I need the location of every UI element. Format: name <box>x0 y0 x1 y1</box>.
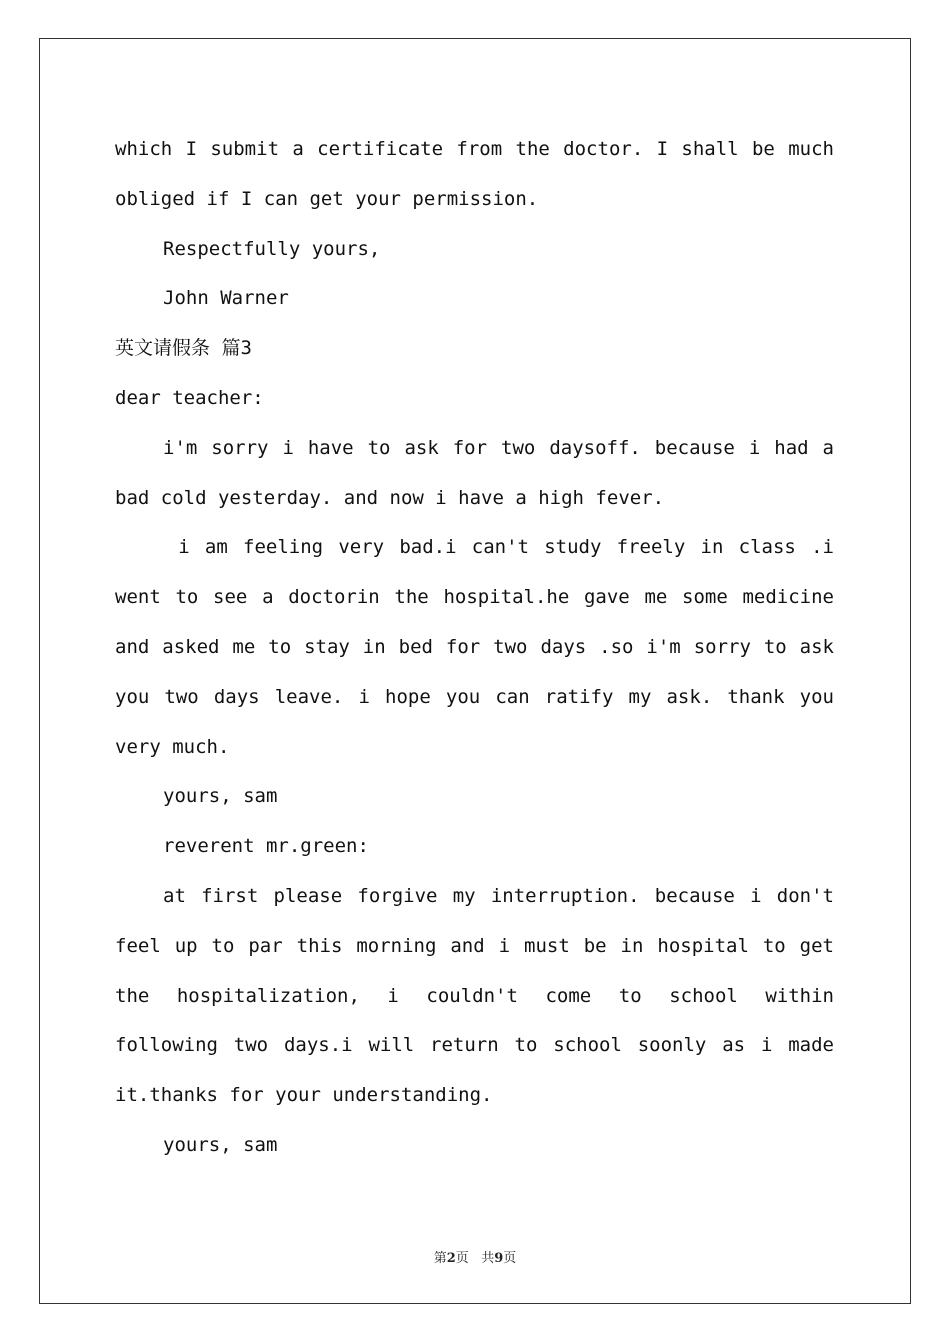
paragraph-forgive: at first please forgive my interruption. because i don't feel up to par this morning and i must be in hospital to get the hospitalization, i couldn't come to school within following two days.i will return to school soonly as i made it.thanks for your understanding. <box>115 884 846 1107</box>
page-footer <box>0 1247 950 1266</box>
footer-prefix: 第 <box>433 1251 447 1266</box>
salutation-mr-green: reverent mr.green: <box>163 835 369 858</box>
paragraph-certificate: which I submit a certificate from the doctor. I shall be much obliged if I can get your permission. <box>115 138 846 210</box>
salutation-dear-teacher: dear teacher: <box>115 386 264 409</box>
signature-yours-sam-1: yours, sam <box>163 785 278 808</box>
paragraph-sorry: i'm sorry i have to ask for two daysoff. because i had a bad cold yesterday. and now i have a high fever. <box>115 436 846 509</box>
footer-total-pages: 9 <box>494 1251 504 1266</box>
closing-respectfully: Respectfully yours, <box>163 237 381 260</box>
signature-yours-sam-2: yours, sam <box>163 1133 278 1156</box>
footer-total-prefix: 共 <box>481 1251 495 1266</box>
document-body <box>115 125 846 1171</box>
footer-total-suffix: 页 <box>503 1251 517 1266</box>
footer-page-number: 2 <box>446 1251 456 1266</box>
footer-page-suffix: 页 <box>455 1251 469 1266</box>
section-heading: 英文请假条 篇3 <box>115 337 252 360</box>
signature-john-warner: John Warner <box>163 287 289 310</box>
paragraph-feeling-bad: i am feeling very bad.i can't study freely in class .i went to see a doctorin the hospital.he gave me some medicine and asked me to stay in bed for two days .so i'm sorry to ask you two days leave. i hope you can ratify my ask. thank you very much. <box>115 536 846 758</box>
